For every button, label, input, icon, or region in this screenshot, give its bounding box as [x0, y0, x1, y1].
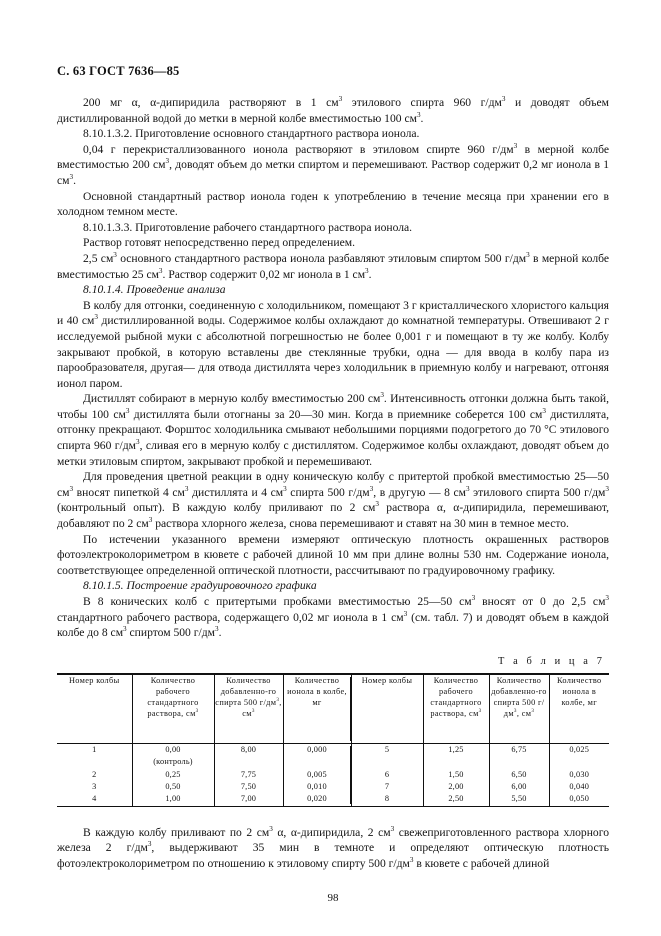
- cell-line: 0,025: [569, 744, 590, 754]
- table-caption: Т а б л и ц а 7: [497, 655, 605, 667]
- header-flask-number-right: Номер колбы: [351, 675, 423, 744]
- cell-working-solution-right: [423, 744, 489, 807]
- cell-line: 4: [92, 794, 97, 804]
- cell-line: 6,75: [511, 744, 527, 754]
- cell-line: 7,50: [240, 781, 257, 791]
- cell-line: 0,00: [165, 744, 181, 754]
- cell-ionol-left: [283, 744, 351, 807]
- cell-line: 6,00: [511, 781, 527, 791]
- paragraph-clause-8-10-1-3-3: 8.10.1.3.3. Приготовление рабочего стандартного раствора ионола.: [83, 220, 413, 234]
- cell-added-alcohol-right: [489, 744, 549, 807]
- cell-line: 0,50: [165, 781, 181, 791]
- paragraph-clause-8-10-1-3-2: 8.10.1.3.2. Приготовление основного стандартного раствора ионола.: [83, 127, 420, 141]
- paragraph: 200 мг α, α‑дипиридила растворяют в 1 $см^3$ этилового спирта 960 $г/дм^3$ и доводят объем дистиллированной водой до метки в мерной колбе вместимостью 100 $см^3$.: [57, 95, 609, 125]
- cell-line: 0,040: [569, 781, 590, 791]
- paragraph: 0,04 г перекристаллизованного ионола растворяют в этиловом спирте 960 $г/дм^3$ в мерной колбе вместимостью 200 $см^3$, доводят объем до метки спиртом и перемешивают. Раствор содержит 0,2 мг ионола в 1 $см^3$.: [57, 141, 610, 187]
- cell-line: 0,050: [569, 794, 590, 804]
- cell-line: 0,000: [307, 744, 327, 754]
- cell-line: 3: [92, 781, 97, 791]
- header-added-alcohol-right: Количество добавленно-го спирта 500 $г/дм^3$, $см^3$: [489, 675, 549, 744]
- cell-line: 6,50: [511, 769, 527, 779]
- paragraph-clause-8-10-1-4: 8.10.1.4. Проведение анализа: [83, 283, 226, 297]
- cell-line: 2,50: [448, 794, 464, 804]
- calibration-table: [57, 673, 609, 807]
- cell-line: 5,50: [511, 794, 527, 804]
- cell-line: 0,020: [307, 794, 327, 804]
- table-bottom-rule: [57, 806, 609, 807]
- header-added-alcohol-left: Количество добавленно-го спирта 500 $г/дм^3$, $см^3$: [214, 675, 283, 744]
- cell-line: 0,030: [569, 769, 590, 779]
- cell-line: 2,00: [448, 781, 464, 791]
- paragraph: Раствор готовят непосредственно перед определением.: [83, 236, 355, 250]
- cell-line: 1,00: [165, 794, 181, 804]
- page-number: 98: [327, 891, 339, 904]
- paragraph: Дистиллят собирают в мерную колбу вместимостью 200 $см^3$. Интенсивность отгонки должна быть такой, чтобы 100 $см^3$ дистиллята были отогнаны за 20—30 мин. Когда в приемнике соберется 100 $см^3$ дистиллята, отгонку прекращают. Форштос холодильника смывают небольшими порциями подогретого до 70 °С этилового спирта 960 $г/дм^3$, сливая его в мерную колбу с дистиллятом. Содержимое колбы охлаждают, доводят объем до метки этиловым спиртом, закрывают пробкой и перемешивают.: [57, 391, 610, 468]
- paragraph: В каждую колбу приливают по 2 $см^3$ α, α‑дипиридила, 2 $см^3$ свежеприготовленного раствора хлорного железа 2 $г/дм^3$, выдерживают 35 мин в темноте и определяют оптическую плотность фотоэлектроколориметром по отношению к этиловому спирту 500 $г/дм^3$ в кювете с рабочей длиной: [57, 824, 609, 870]
- cell-flask-numbers-right: [351, 744, 423, 807]
- paragraph: Для проведения цветной реакции в одну коническую колбу с притертой пробкой вместимостью 25—50 $см^3$ вносят пипеткой 4 $см^3$ дистиллята и 4 $см^3$ спирта 500 $г/дм^3$, в другую — 8 $см^3$ этилового спирта 500 $г/дм^3$ (контрольный опыт). В каждую колбу приливают по 2 $см^3$ раствора α, α‑дипиридила, перемешивают, добавляют по 2 $см^3$ раствора хлорного железа, снова перемешивают и ставят на 30 мин в темное место.: [57, 470, 609, 531]
- cell-line: 7,00: [240, 794, 257, 804]
- cell-added-alcohol-left: [214, 744, 283, 807]
- cell-line: 1,50: [448, 769, 464, 779]
- paragraph-clause-8-10-1-5: 8.10.1.5. Построение градуировочного графика: [83, 579, 317, 593]
- header-working-solution-left: Количество рабочего стандартного раствора, $см^3$: [132, 675, 214, 744]
- page-content: [57, 0, 609, 904]
- header-ionol-right: Количество ионола в колбе, мг: [549, 675, 609, 744]
- cell-line: 7: [384, 781, 390, 791]
- header-working-solution-right: Количество рабочего стандартного раствора, $см^3$: [423, 675, 489, 744]
- cell-line: 0,25: [165, 769, 181, 779]
- cell-line: 8,00: [240, 744, 257, 754]
- table-header-row: [57, 675, 609, 744]
- body-text-block: [57, 95, 609, 641]
- cell-line: 0,005: [307, 769, 327, 779]
- cell-line: 7,75: [240, 769, 257, 779]
- cell-line: 2: [92, 769, 97, 779]
- after-table-block: [57, 825, 609, 872]
- cell-line: 1: [92, 744, 97, 754]
- cell-line: 1,25: [448, 744, 464, 754]
- cell-line: 6: [384, 769, 390, 779]
- paragraph: По истечении указанного времени измеряют оптическую плотность окрашенных растворов фотоэлектроколориметром в кювете с рабочей длиной 10 мм при длине волны 530 нм. Содержание ионола, соответствующее определенной оптической плотности, рассчитывают по градуировочному графику.: [57, 532, 609, 577]
- running-header: С. 63 ГОСТ 7636—85: [57, 64, 180, 78]
- paragraph: В колбу для отгонки, соединенную с холодильником, помещают 3 г кристаллического хлористого кальция и 40 $см^3$ дистиллированной воды. Содержимое колбы охлаждают до комнатной температуры. Отвешивают 2 г исследуемой рыбной муки с абсолютной погрешностью не более 0,001 г и помещают в ту же колбу. Колбу закрывают пробкой, в которую вставлены две стеклянные трубки, одна — для ввода в колбу пара из парообразователя, другая— для отвода дистиллята через холодильник в приемную колбу и нагревают, отгоняя ионол паром.: [57, 298, 609, 390]
- cell-working-solution-left: [132, 744, 214, 807]
- cell-line: 5: [384, 744, 390, 754]
- table-row: [57, 744, 609, 807]
- header-ionol-left: Количество ионола в колбе, мг: [283, 675, 351, 744]
- cell-line: 0,010: [307, 781, 327, 791]
- paragraph: В 8 конических колб с притертыми пробками вместимостью 25—50 $см^3$ вносят от 0 до 2,5 $см^3$ стандартного рабочего раствора, содержащего 0,02 мг ионола в 1 $см^3$ (см. табл. 7) и доводят объем в каждой колбе до 8 $см^3$ спиртом 500 $г/дм^3$.: [57, 594, 609, 640]
- cell-ionol-right: [549, 744, 609, 807]
- header-flask-number-left: Номер колбы: [68, 675, 120, 685]
- paragraph: 2,5 $см^3$ основного стандартного раствора ионола разбавляют этиловым спиртом 500 $г/дм^3$ в мерной колбе вместимостью 25 $см^3$. Раствор содержит 0,02 мг ионола в 1 $см^3$.: [57, 251, 610, 281]
- paragraph: Основной стандартный раствор ионола годен к употреблению в течение месяца при хранении его в холодном темном месте.: [57, 189, 609, 219]
- cell-line: 8: [384, 794, 390, 804]
- cell-line-control: (контроль): [153, 757, 193, 767]
- cell-flask-numbers-left: [57, 744, 132, 807]
